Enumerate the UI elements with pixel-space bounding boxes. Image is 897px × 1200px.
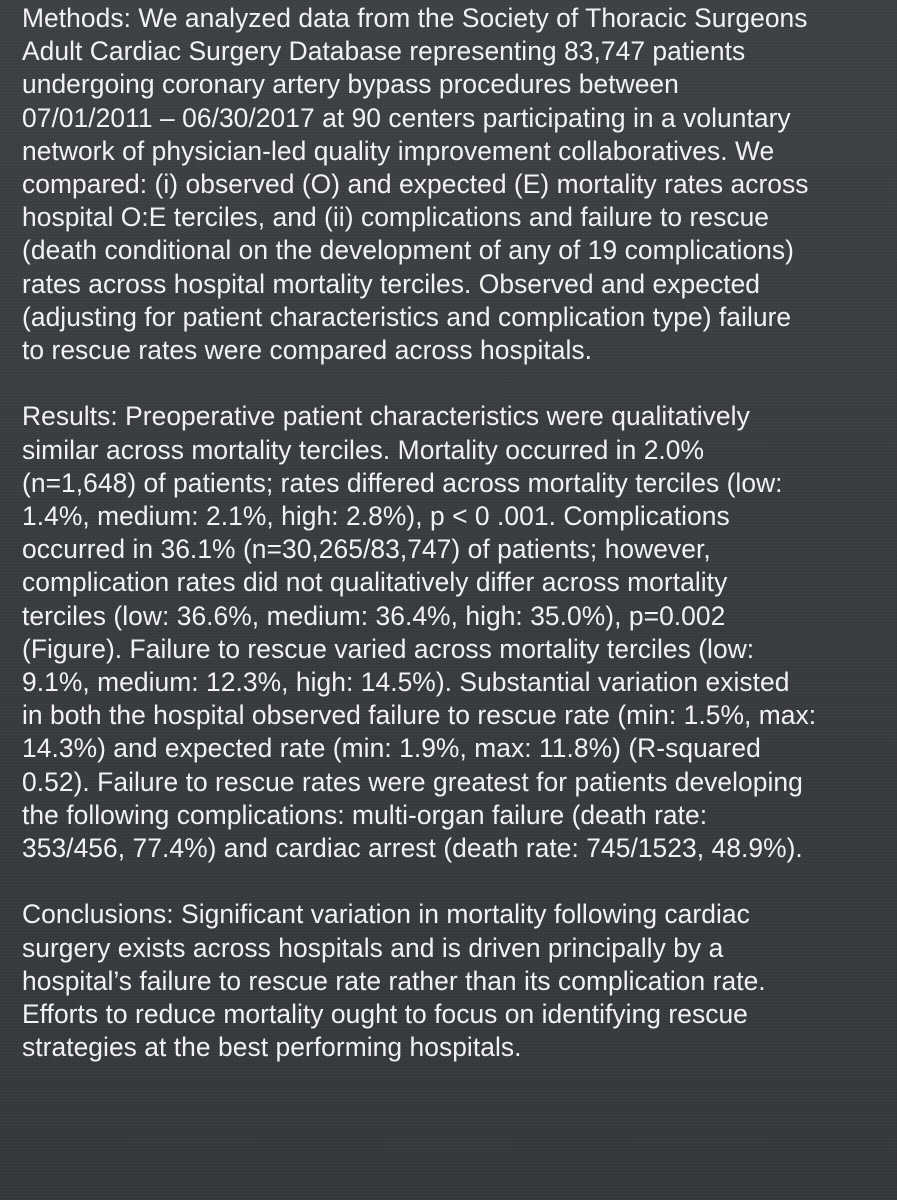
results-line: (Figure). Failure to rescue varied across mortality terciles (low: [22,633,755,664]
methods-paragraph [22,2,875,367]
results-line: 1.4%, medium: 2.1%, high: 2.8%), p < 0 .001. Complications [22,501,730,532]
results-line: terciles (low: 36.6%, medium: 36.4%, high: 35.0%), p=0.002 [22,600,726,631]
results-line: Results: Preoperative patient characteristics were qualitatively [22,401,750,432]
methods-line: Methods: We analyzed data from the Society of Thoracic Surgeons [22,3,808,33]
methods-line: (death conditional on the development of any of 19 complications) [22,235,794,266]
results-line: complication rates did not qualitatively differ across mortality [22,567,728,598]
conclusions-line: Conclusions: Significant variation in mortality following cardiac [22,899,750,930]
conclusions-line: surgery exists across hospitals and is driven principally by a [22,932,724,963]
methods-line: 07/01/2011 – 06/30/2017 at 90 centers participating in a voluntary [22,102,791,133]
conclusions-line: Efforts to reduce mortality ought to focus on identifying rescue [22,999,748,1030]
methods-line: hospital O:E terciles, and (ii) complications and failure to rescue [22,202,770,233]
results-line: 9.1%, medium: 12.3%, high: 14.5%). Substantial variation existed [22,667,790,698]
methods-line: Adult Cardiac Surgery Database representing 83,747 patients [22,36,746,67]
conclusions-line: hospital’s failure to rescue rate rather than its complication rate. [22,965,766,996]
results-line: 353/456, 77.4%) and cardiac arrest (death rate: 745/1523, 48.9%). [22,833,803,864]
results-line: the following complications: multi-organ failure (death rate: [22,799,708,830]
methods-line: (adjusting for patient characteristics and complication type) failure [22,301,792,332]
results-line: 14.3%) and expected rate (min: 1.9%, max: 11.8%) (R-squared [22,733,761,764]
results-paragraph [22,400,875,865]
methods-line: to rescue rates were compared across hospitals. [22,335,593,366]
methods-line: compared: (i) observed (O) and expected (E) mortality rates across [22,169,809,200]
results-line: 0.52). Failure to rescue rates were greatest for patients developing [22,766,803,797]
conclusions-line: strategies at the best performing hospitals. [22,1032,522,1063]
results-line: (n=1,648) of patients; rates differed across mortality terciles (low: [22,467,783,498]
conclusions-paragraph [22,898,875,1064]
methods-line: undergoing coronary artery bypass procedures between [22,69,679,100]
methods-line: network of physician-led quality improvement collaboratives. We [22,135,775,166]
methods-line: rates across hospital mortality terciles. Observed and expected [22,268,761,299]
results-line: similar across mortality terciles. Mortality occurred in 2.0% [22,434,705,465]
results-line: in both the hospital observed failure to rescue rate (min: 1.5%, max: [22,700,817,731]
results-line: occurred in 36.1% (n=30,265/83,747) of patients; however, [22,534,711,565]
